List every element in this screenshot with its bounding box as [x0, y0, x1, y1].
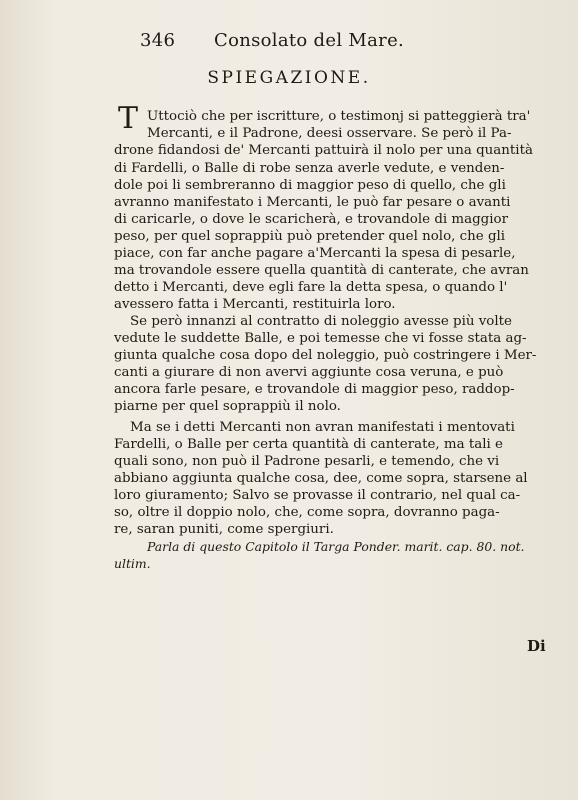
paragraph-line: canti a giurare di non avervi aggiunte cosa veruna, e può: [114, 365, 504, 380]
note-line: ultim.: [114, 556, 151, 571]
paragraph-line: giunta qualche cosa dopo del noleggio, può costringere i Mer-: [114, 348, 537, 363]
paragraph-line: so, oltre il doppio nolo, che, come sopra, dovranno paga-: [114, 505, 500, 520]
paragraph-line: piace, con far anche pagare a'Mercanti la spesa di pesarle,: [114, 246, 516, 261]
paragraph-line: ma trovandole essere quella quantità di canterate, che avran: [114, 263, 529, 278]
paragraph-line: abbiano aggiunta qualche cosa, dee, come sopra, starsene al: [114, 471, 528, 486]
paragraph-line: Uttociò che per iscritture, o testimonj si patteggierà tra': [147, 109, 531, 124]
paragraph-line: detto i Mercanti, deve egli fare la detta spesa, o quando l': [114, 280, 508, 295]
paragraph-line: avranno manifestato i Mercanti, le può far pesare o avanti: [114, 195, 511, 210]
paragraph-line: ancora farle pesare, e trovandole di maggior peso, raddop-: [114, 382, 515, 397]
running-title: Consolato del Mare.: [214, 30, 405, 51]
catchword: Di: [527, 637, 546, 655]
paragraph-line: di caricarle, o dove le scaricherà, e trovandole di maggior: [114, 212, 509, 227]
paragraph-line: vedute le suddette Balle, e poi temesse che vi fosse stata ag-: [114, 331, 527, 346]
paragraph-line: re, saran puniti, come spergiuri.: [114, 522, 334, 537]
paragraph-line: drone fidandosi de' Mercanti pattuirà il nolo per una quantità: [114, 143, 533, 158]
running-head: [140, 30, 440, 54]
paragraph-line: di Fardelli, o Balle di robe senza averle vedute, e venden-: [114, 161, 505, 176]
note-line: Parla di questo Capitolo il Targa Ponder. marit. cap. 80. not.: [147, 539, 525, 554]
paragraph-line: Ma se i detti Mercanti non avran manifestati i mentovati: [130, 420, 515, 435]
section-heading: SPIEGAZIONE.: [207, 68, 371, 88]
paragraph-line: quali sono, non può il Padrone pesarli, e temendo, che vi: [114, 454, 500, 469]
paragraph-line: Se però innanzi al contratto di noleggio avesse più volte: [130, 314, 512, 329]
paragraph-line: loro giuramento; Salvo se provasse il contrario, nel qual ca-: [114, 488, 521, 503]
paragraph-line: dole poi li sembreranno di maggior peso di quello, che gli: [114, 178, 506, 193]
paragraph-line: avessero fatta i Mercanti, restituirla loro.: [114, 297, 396, 312]
paragraph-line: Mercanti, e il Padrone, deesi osservare. Se però il Pa-: [147, 126, 512, 141]
paragraph-line: peso, per quel soprappiù può pretender quel nolo, che gli: [114, 229, 506, 244]
paragraph-line: piarne per quel soprappiù il nolo.: [114, 399, 341, 414]
paragraph-line: Fardelli, o Balle per certa quantità di canterate, ma tali e: [114, 437, 503, 452]
page-number: 346: [140, 30, 176, 51]
drop-cap: T: [118, 101, 139, 136]
